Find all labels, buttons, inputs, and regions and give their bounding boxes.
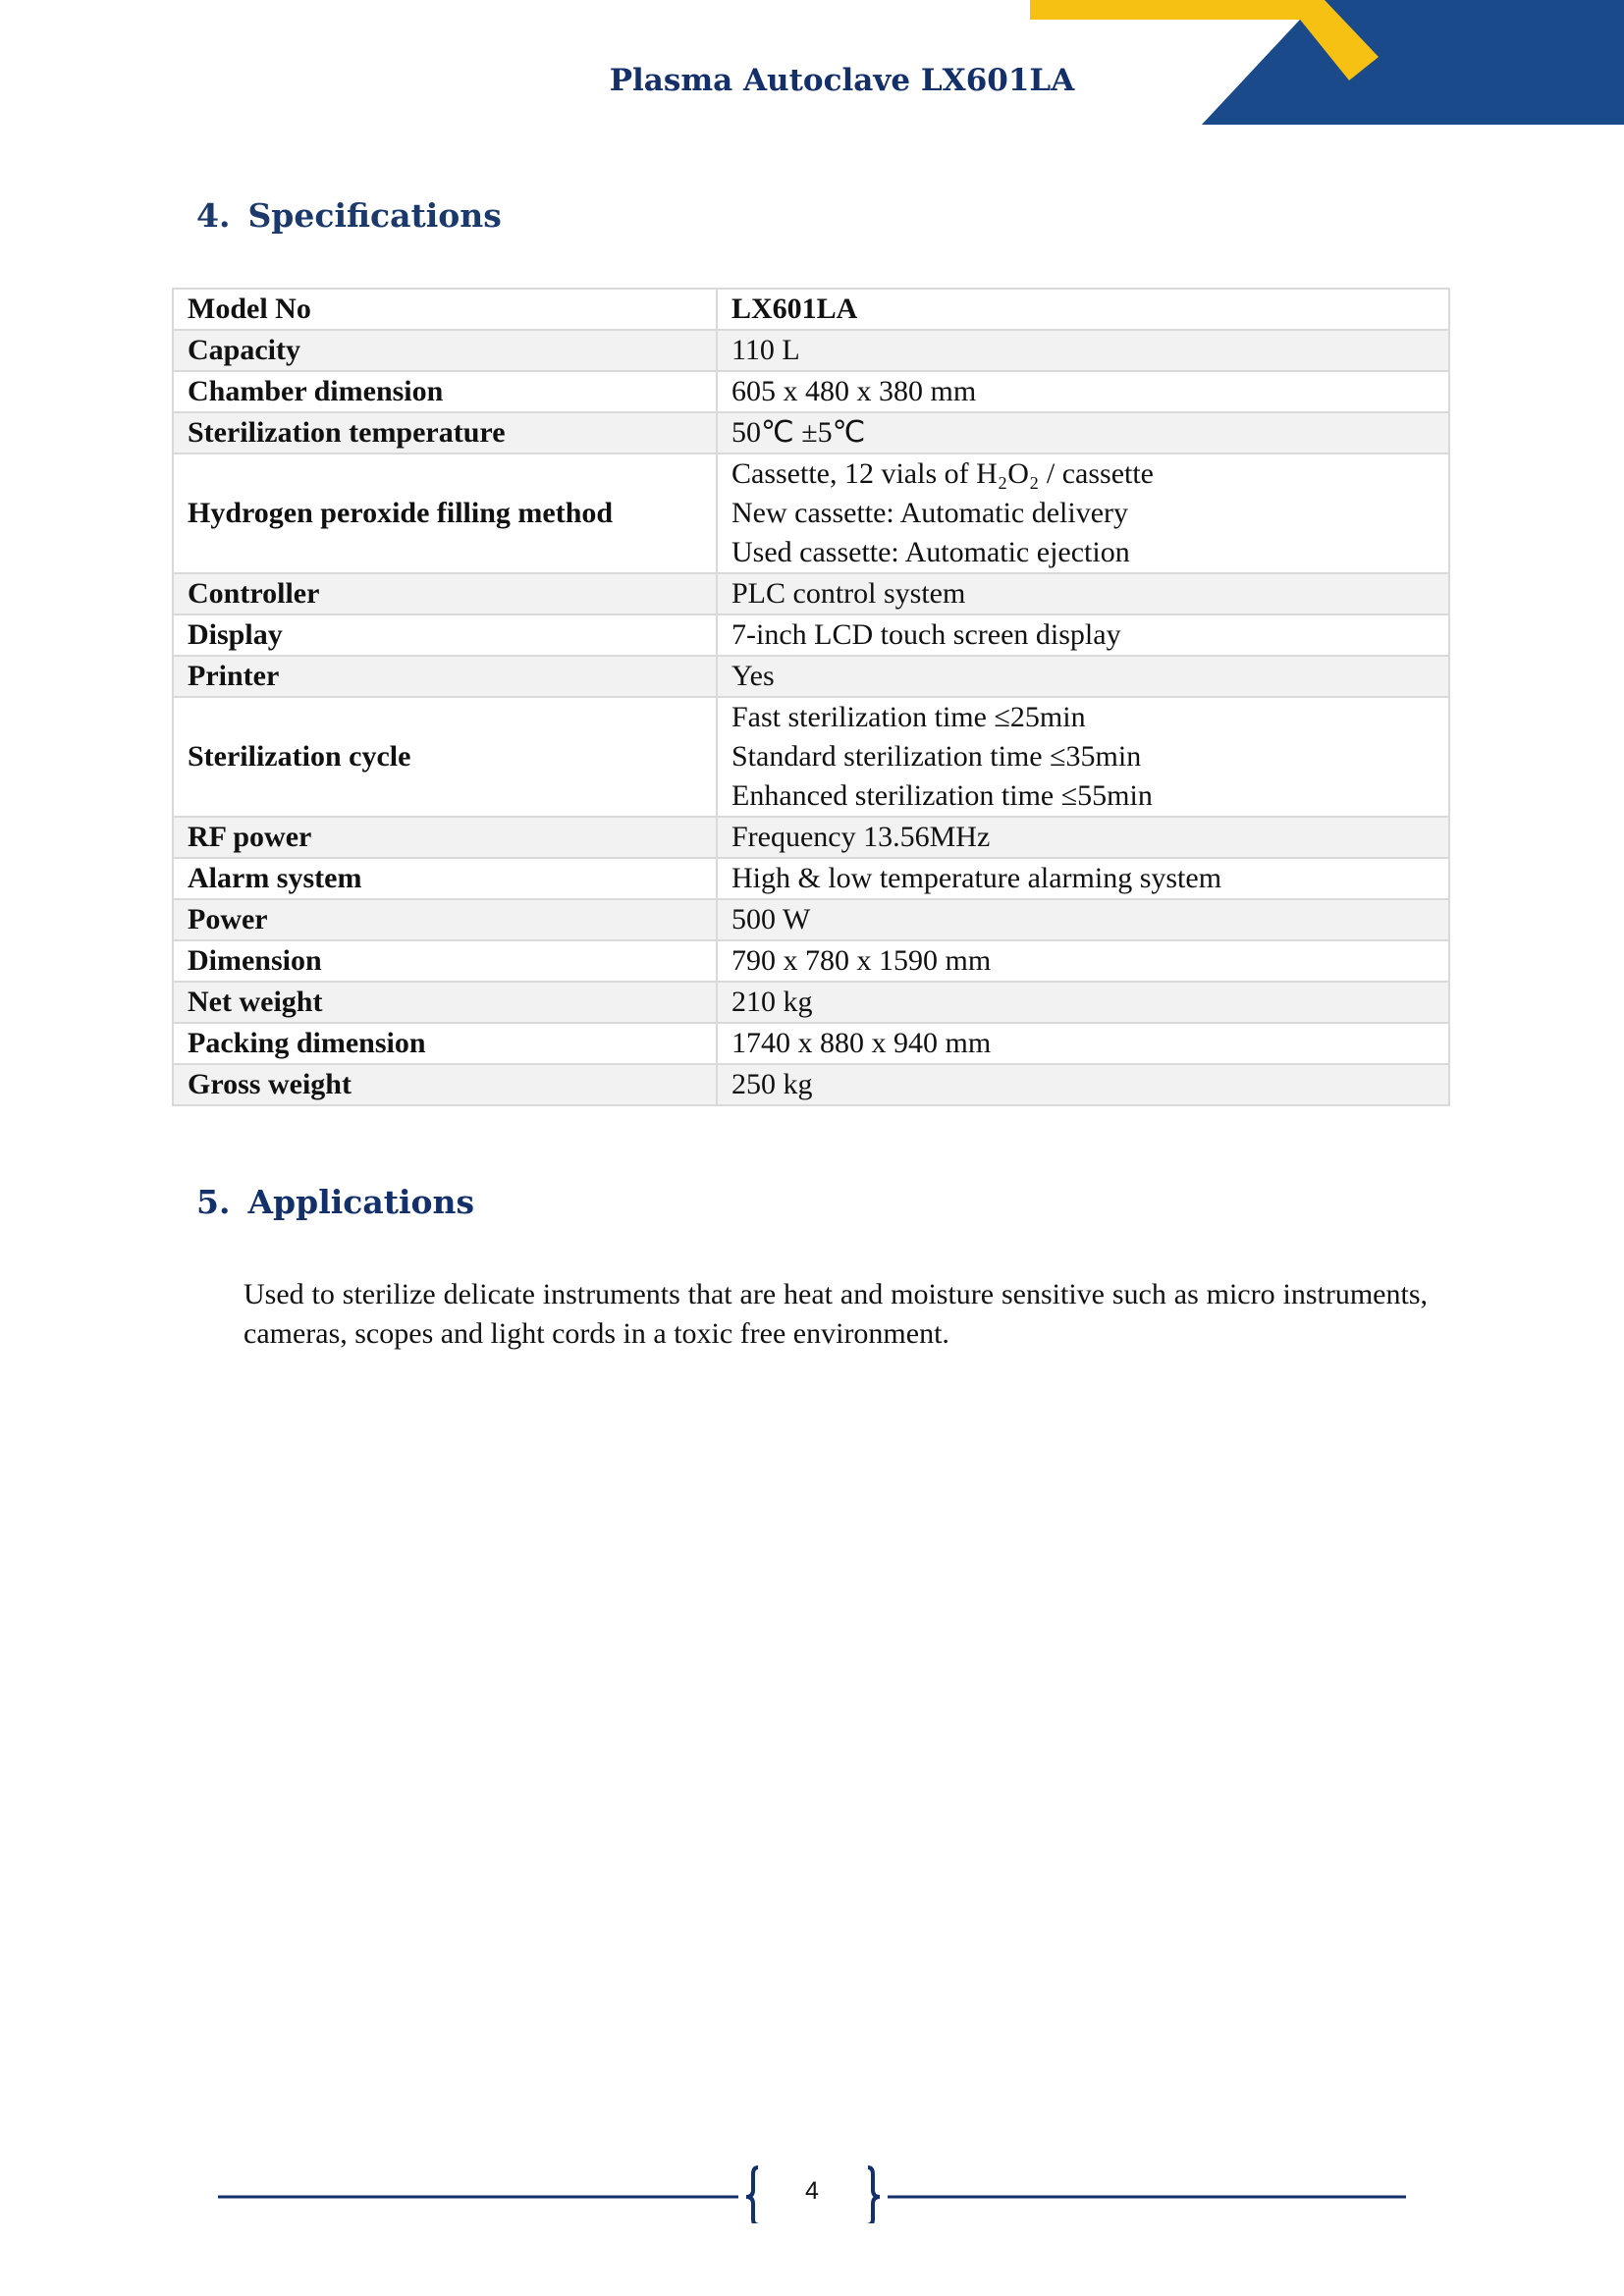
applications-paragraph: Used to sterilize delicate instruments that are heat and moisture sensitive such as micro instruments, cameras, scopes and light cords in a toxic free environment. — [244, 1278, 1428, 1350]
spec-value-line: 110 L — [731, 334, 800, 366]
table-row — [173, 982, 1449, 1023]
spec-value-line: PLC control system — [731, 577, 966, 610]
spec-value — [717, 940, 1449, 982]
table-row — [173, 940, 1449, 982]
spec-label: RF power — [173, 817, 717, 858]
applications-heading — [196, 1183, 474, 1221]
section-title: Specifications — [247, 196, 502, 235]
spec-value — [717, 330, 1449, 371]
table-row — [173, 1064, 1449, 1105]
spec-value — [717, 817, 1449, 858]
spec-value-line: 500 W — [731, 903, 811, 935]
spec-label: Hydrogen peroxide filling method — [173, 454, 717, 573]
spec-value — [717, 656, 1449, 697]
table-row — [173, 1023, 1449, 1064]
spec-label: Display — [173, 614, 717, 656]
spec-value-line: Yes — [731, 660, 775, 692]
spec-value — [717, 371, 1449, 412]
spec-value-line: High & low temperature alarming system — [731, 862, 1222, 894]
spec-value-line: 7-inch LCD touch screen display — [731, 618, 1121, 651]
left-bracket-icon — [746, 2167, 760, 2223]
spec-value — [717, 454, 1449, 573]
table-row — [173, 289, 1449, 330]
table-row — [173, 330, 1449, 371]
spec-value-line: 50℃ ±5℃ — [731, 416, 866, 449]
spec-value — [717, 614, 1449, 656]
spec-value-line: Fast sterilization time ≤25min — [731, 701, 1086, 733]
section-number: 5. — [196, 1183, 231, 1221]
spec-value-line: LX601LA — [731, 293, 858, 325]
spec-label: Power — [173, 899, 717, 940]
page-number: 4 — [805, 2177, 819, 2205]
spec-value — [717, 573, 1449, 614]
table-row — [173, 899, 1449, 940]
spec-value — [717, 1023, 1449, 1064]
spec-value-line: Cassette, 12 vials of H₂O₂ / cassette — [731, 457, 1154, 490]
spec-label: Sterilization temperature — [173, 412, 717, 454]
specifications-heading — [196, 196, 502, 235]
spec-label: Packing dimension — [173, 1023, 717, 1064]
spec-value-line: 210 kg — [731, 986, 813, 1018]
right-bracket-icon — [866, 2167, 880, 2223]
table-row — [173, 454, 1449, 573]
spec-label: Chamber dimension — [173, 371, 717, 412]
spec-value-line: Frequency 13.56MHz — [731, 821, 991, 853]
spec-label: Dimension — [173, 940, 717, 982]
table-row — [173, 614, 1449, 656]
document-header-title: Plasma Autoclave LX601LA — [609, 63, 1075, 98]
spec-value-line: 250 kg — [731, 1068, 813, 1100]
table-row — [173, 817, 1449, 858]
section-title: Applications — [247, 1183, 475, 1221]
spec-value — [717, 289, 1449, 330]
spec-label: Alarm system — [173, 858, 717, 899]
spec-label: Net weight — [173, 982, 717, 1023]
spec-label: Model No — [173, 289, 717, 330]
spec-value — [717, 697, 1449, 817]
spec-value — [717, 858, 1449, 899]
spec-label: Gross weight — [173, 1064, 717, 1105]
table-row — [173, 858, 1449, 899]
table-row — [173, 412, 1449, 454]
spec-label: Capacity — [173, 330, 717, 371]
spec-value-line: New cassette: Automatic delivery — [731, 497, 1129, 529]
spec-value-line: 1740 x 880 x 940 mm — [731, 1027, 992, 1059]
spec-value — [717, 899, 1449, 940]
section-number: 4. — [196, 196, 231, 235]
spec-label: Printer — [173, 656, 717, 697]
specifications-table — [172, 288, 1450, 1106]
spec-value — [717, 412, 1449, 454]
spec-value — [717, 982, 1449, 1023]
spec-value-line: 605 x 480 x 380 mm — [731, 375, 977, 407]
spec-value-line: Enhanced sterilization time ≤55min — [731, 779, 1153, 812]
table-row — [173, 656, 1449, 697]
spec-value-line: Standard sterilization time ≤35min — [731, 740, 1142, 773]
spec-value-line: 790 x 780 x 1590 mm — [731, 944, 992, 977]
spec-value — [717, 1064, 1449, 1105]
spec-label: Sterilization cycle — [173, 697, 717, 817]
spec-value-line: Used cassette: Automatic ejection — [731, 536, 1130, 568]
table-row — [173, 371, 1449, 412]
table-row — [173, 697, 1449, 817]
table-row — [173, 573, 1449, 614]
spec-label: Controller — [173, 573, 717, 614]
